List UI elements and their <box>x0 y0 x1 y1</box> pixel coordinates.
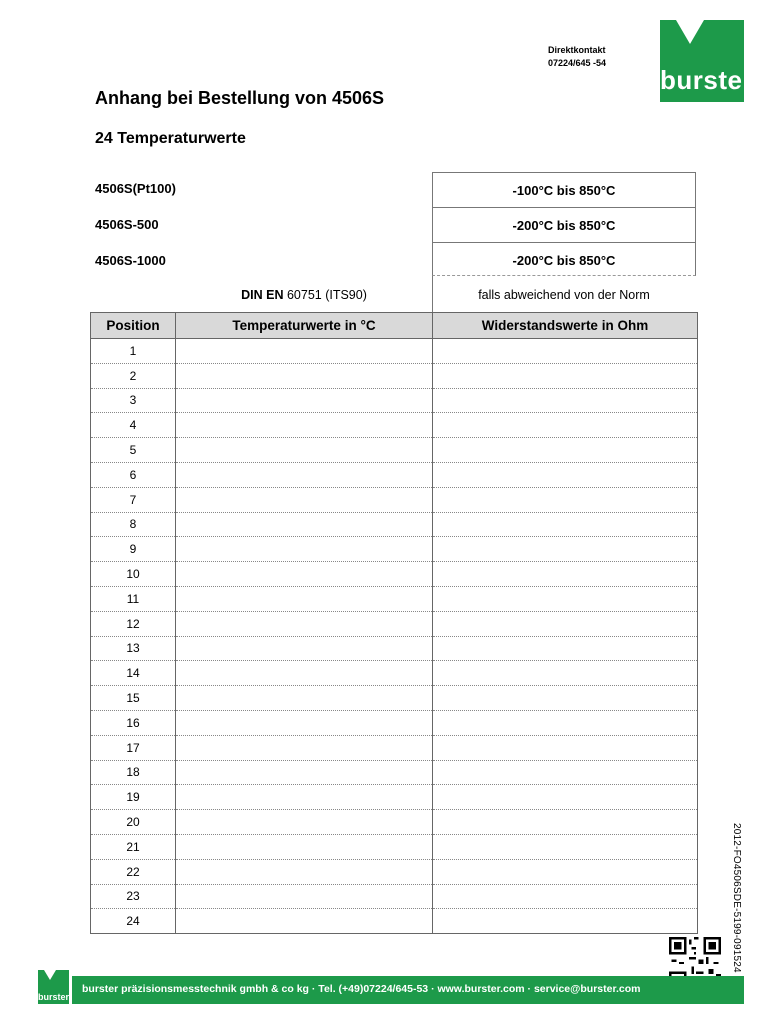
page-title: Anhang bei Bestellung von 4506S <box>95 88 385 108</box>
temperature-cell[interactable] <box>176 834 433 859</box>
table-row <box>91 586 698 611</box>
model-range: -200°C bis 850°C <box>433 208 695 243</box>
resistance-cell[interactable] <box>433 611 698 636</box>
footer-contact: burster präzisionsmesstechnik gmbh & co kg · Tel. (+49)07224/645-53 · www.burster.com · service@burster.com <box>82 983 641 995</box>
resistance-cell[interactable] <box>433 710 698 735</box>
resistance-cell[interactable] <box>433 859 698 884</box>
table-row <box>91 785 698 810</box>
position-cell: 15 <box>91 686 176 711</box>
table-row <box>91 388 698 413</box>
table-row <box>91 363 698 388</box>
temperature-cell[interactable] <box>176 636 433 661</box>
table-row <box>91 512 698 537</box>
resistance-cell[interactable] <box>433 810 698 835</box>
table-row <box>91 562 698 587</box>
table-row <box>91 686 698 711</box>
table-row <box>91 884 698 909</box>
temperature-cell[interactable] <box>176 512 433 537</box>
temperature-cell[interactable] <box>176 413 433 438</box>
norm-rest: 60751 (ITS90) <box>286 288 367 302</box>
table-row <box>91 462 698 487</box>
temperature-cell[interactable] <box>176 339 433 364</box>
table-row <box>91 760 698 785</box>
temperature-cell[interactable] <box>176 388 433 413</box>
table-row <box>91 438 698 463</box>
footer-logo-text: burster <box>38 992 70 1002</box>
temperature-cell[interactable] <box>176 438 433 463</box>
position-cell: 13 <box>91 636 176 661</box>
model-range: -100°C bis 850°C <box>433 173 695 208</box>
range-box <box>432 172 696 276</box>
norm-label <box>176 288 432 302</box>
col-header-temperature: Temperaturwerte in °C <box>176 313 433 339</box>
table-row <box>91 339 698 364</box>
position-cell: 14 <box>91 661 176 686</box>
resistance-cell[interactable] <box>433 735 698 760</box>
resistance-cell[interactable] <box>433 636 698 661</box>
table-row <box>91 537 698 562</box>
resistance-cell[interactable] <box>433 438 698 463</box>
temperature-cell[interactable] <box>176 586 433 611</box>
position-cell: 3 <box>91 388 176 413</box>
temperature-cell[interactable] <box>176 562 433 587</box>
temperature-cell[interactable] <box>176 859 433 884</box>
resistance-cell[interactable] <box>433 487 698 512</box>
table-row <box>91 810 698 835</box>
temperature-table <box>90 312 698 934</box>
resistance-cell[interactable] <box>433 512 698 537</box>
col-header-resistance: Widerstandswerte in Ohm <box>433 313 698 339</box>
table-row <box>91 413 698 438</box>
direct-contact-phone: 07224/645 -54 <box>548 58 607 68</box>
position-cell: 6 <box>91 462 176 487</box>
resistance-cell[interactable] <box>433 884 698 909</box>
temperature-cell[interactable] <box>176 537 433 562</box>
position-cell: 11 <box>91 586 176 611</box>
position-cell: 18 <box>91 760 176 785</box>
model-name: 4506S(Pt100) <box>95 181 176 196</box>
table-row <box>91 487 698 512</box>
direct-contact-label: Direktkontakt <box>548 45 606 55</box>
resistance-cell[interactable] <box>433 661 698 686</box>
resistance-cell[interactable] <box>433 462 698 487</box>
temperature-cell[interactable] <box>176 710 433 735</box>
resistance-cell[interactable] <box>433 686 698 711</box>
temperature-cell[interactable] <box>176 611 433 636</box>
table-row <box>91 834 698 859</box>
position-cell: 19 <box>91 785 176 810</box>
position-cell: 4 <box>91 413 176 438</box>
temperature-cell[interactable] <box>176 661 433 686</box>
norm-bold: DIN EN <box>241 288 284 302</box>
footer-logo <box>38 970 72 1004</box>
resistance-cell[interactable] <box>433 760 698 785</box>
resistance-cell[interactable] <box>433 909 698 934</box>
position-cell: 23 <box>91 884 176 909</box>
page-subtitle: 24 Temperaturwerte <box>95 130 246 147</box>
position-cell: 9 <box>91 537 176 562</box>
temperature-cell[interactable] <box>176 884 433 909</box>
table-row <box>91 710 698 735</box>
temperature-cell[interactable] <box>176 363 433 388</box>
model-range: -200°C bis 850°C <box>512 252 616 268</box>
resistance-cell[interactable] <box>433 363 698 388</box>
logo-text: burster <box>660 65 754 95</box>
temperature-cell[interactable] <box>176 462 433 487</box>
norm-note: falls abweichend von der Norm <box>478 288 650 302</box>
position-cell: 10 <box>91 562 176 587</box>
position-cell: 1 <box>91 339 176 364</box>
document-code: 2012-FO4506SDE-5199-091524 <box>731 823 742 973</box>
table-row <box>91 611 698 636</box>
table-row <box>91 859 698 884</box>
direct-contact <box>548 44 606 70</box>
model-name: 4506S-500 <box>95 217 159 232</box>
position-cell: 22 <box>91 859 176 884</box>
table-row <box>91 909 698 934</box>
resistance-cell[interactable] <box>433 388 698 413</box>
table-header-row <box>91 313 698 339</box>
col-header-position: Position <box>91 313 176 339</box>
burster-logo <box>660 20 754 102</box>
position-cell: 12 <box>91 611 176 636</box>
temperature-cell[interactable] <box>176 735 433 760</box>
temperature-cell[interactable] <box>176 686 433 711</box>
temperature-cell[interactable] <box>176 909 433 934</box>
resistance-cell[interactable] <box>433 537 698 562</box>
position-cell: 21 <box>91 834 176 859</box>
temperature-cell[interactable] <box>176 785 433 810</box>
table-row <box>91 735 698 760</box>
position-cell: 16 <box>91 710 176 735</box>
resistance-cell[interactable] <box>433 586 698 611</box>
position-cell: 7 <box>91 487 176 512</box>
position-cell: 8 <box>91 512 176 537</box>
table-row <box>91 661 698 686</box>
resistance-cell[interactable] <box>433 834 698 859</box>
resistance-cell[interactable] <box>433 339 698 364</box>
temperature-cell[interactable] <box>176 810 433 835</box>
temperature-cell[interactable] <box>176 487 433 512</box>
position-cell: 2 <box>91 363 176 388</box>
resistance-cell[interactable] <box>433 413 698 438</box>
resistance-cell[interactable] <box>433 785 698 810</box>
resistance-cell[interactable] <box>433 562 698 587</box>
table-row <box>91 636 698 661</box>
temperature-cell[interactable] <box>176 760 433 785</box>
model-name: 4506S-1000 <box>95 253 166 268</box>
position-cell: 20 <box>91 810 176 835</box>
footer-bar <box>38 976 744 1004</box>
position-cell: 5 <box>91 438 176 463</box>
position-cell: 17 <box>91 735 176 760</box>
position-cell: 24 <box>91 909 176 934</box>
